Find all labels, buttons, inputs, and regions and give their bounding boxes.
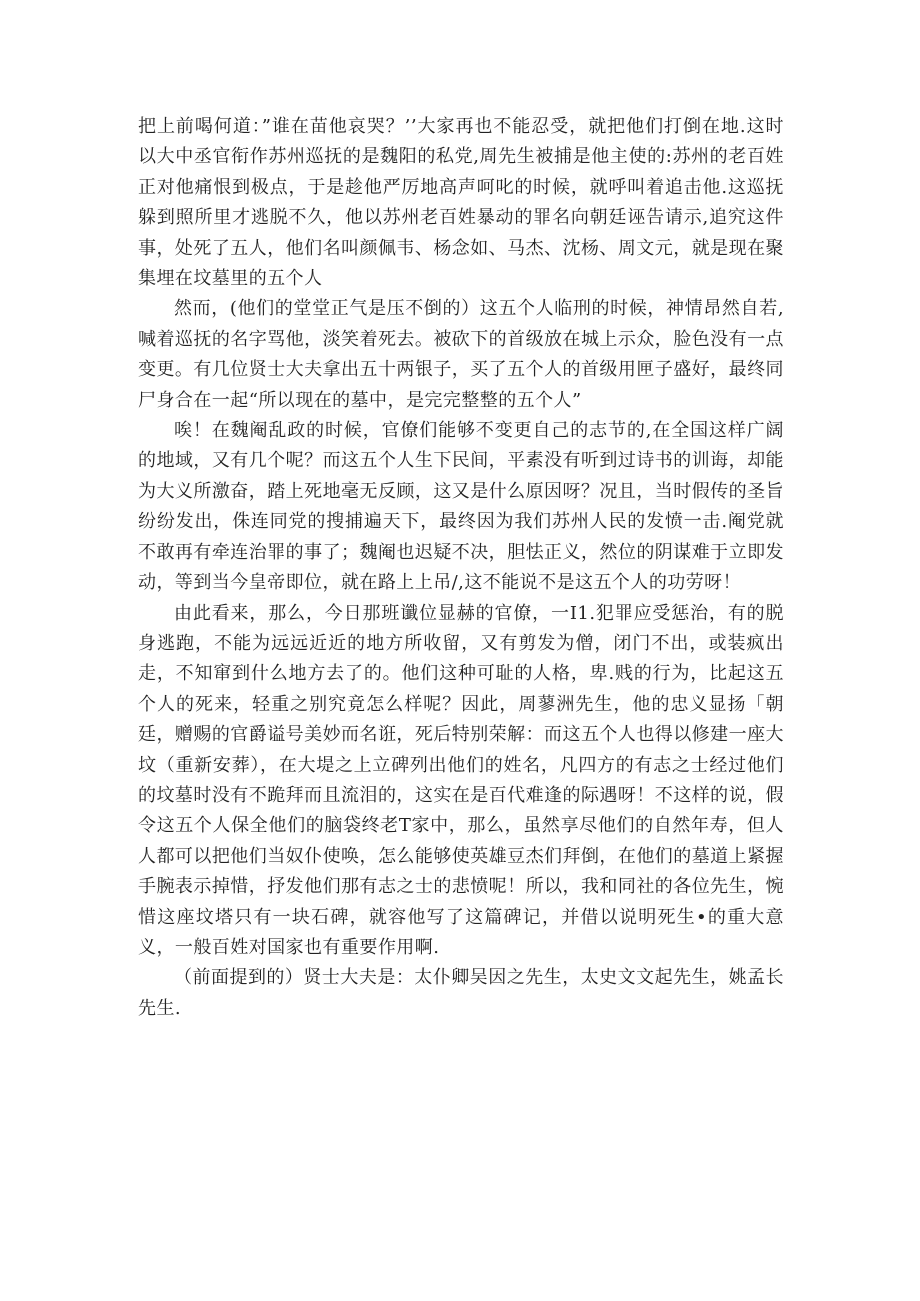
paragraph-4: 由此看来，那么，今日那班谶位显赫的官僚，一I1.犯罪应受惩治，有的脱身逃跑，不能为远远近近的地方所收留，又有剪发为僧，闭门不出，或装疯出走，不知窜到什么地方去了的。他们这种可耻的人格，卑.贱的行为，比起这五个人的死来，轻重之别究竟怎么样呢？因此，周蓼洲先生，他的忠义显扬「朝廷，赠赐的官爵谥号美妙而名诳，死后特别荣解：而这五个人也得以修建一座大坟（重新安葬），在大堤之上立碑列出他们的姓名，凡四方的有志之士经过他们的坟墓时没有不跪拜而且流泪的，这实在是百代难逢的际遇呀！不这样的说，假令这五个人保全他们的脑袋终老T家中，那么，虽然享尽他们的自然年寿，但人人都可以把他们当奴仆使唤，怎么能够使英雄豆杰们拜倒，在他们的墓道上紧握手腕表示掉惜，抒发他们那有志之士的悲愤呢！所以，我和同社的各位先生，惋惜这座坟塔只有一块石碑，就容他写了这篇碑记，并借以说明死生•的重大意义，一般百姓对国家也有重要作用啊. (138, 602, 784, 958)
paragraph-1: 把上前喝何道：”谁在苗他哀哭？’’大家再也不能忍受，就把他们打倒在地.这时以大中丞官衔作苏州巡抚的是魏阳的私党,周先生被捕是他主使的:苏州的老百姓正对他痛恨到极点，于是趁他严厉地高声呵叱的时候，就呼叫着追击他.这巡抚躲到照所里才逃脱不久，他以苏州老百姓暴动的罪名向朝廷诬告请示,追究这件事，处死了五人，他们名叫颜佩韦、杨念如、马杰、沈杨、周文元，就是现在聚集埋在坟墓里的五个人 (138, 116, 784, 290)
paragraph-2: 然而，(他们的堂堂正气是压不倒的）这五个人临刑的时候，神情昂然自若,喊着巡抚的名字骂他，淡笑着死去。被砍下的首级放在城上示众，脸色没有一点变更。有几位贤士大夫拿出五十两银子，买了五个人的首级用匣子盛好，最终同尸身合在一起“所以现在的墓中，是完完整整的五个人” (138, 298, 784, 411)
paragraph-3: 唉！在魏阉乱政的时候，官僚们能够不变更自己的志节的,在全国这样广阔的地域，又有几个呢？而这五个人生下民间，平素没有听到过诗书的训诲，却能为大义所激奋，踏上死地毫无反顾，这又是什么原因呀？况且，当时假传的圣旨纷纷发出，侏连同党的搜捕遍天下，最终因为我们苏州人民的发愤一击.阉党就不敢再有牵连治罪的事了；魏阉也迟疑不决，胆怯正义，然位的阴谋难于立即发动，等到当今皇帝即位，就在路上上吊/,这不能说不是这五个人的功劳呀！ (138, 420, 784, 594)
document-body (138, 112, 784, 1024)
paragraph-5: （前面提到的）贤士大夫是：太仆卿吴因之先生，太史文文起先生，姚孟长先生. (138, 967, 784, 1019)
